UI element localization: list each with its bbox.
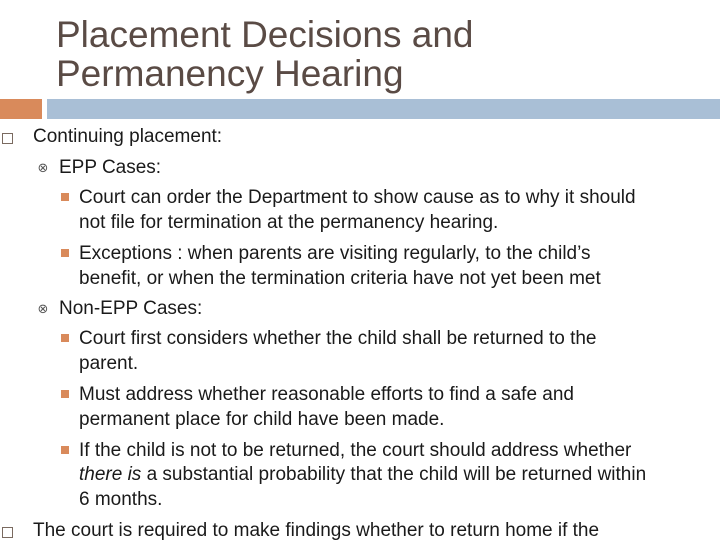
epp-item-2-line-1: Exceptions : when parents are visiting regularly, to the child’s [79, 243, 591, 264]
accent-bar-blue [47, 99, 720, 119]
non-epp-item-3-line-3: 6 months. [79, 489, 163, 510]
filled-square-bullet-icon [61, 446, 69, 454]
non-epp-item-1-line-2: parent. [79, 353, 139, 374]
filled-square-bullet-icon [61, 193, 69, 201]
filled-square-bullet-icon [61, 249, 69, 257]
line-2-rest: a substantial probability that the child will be returned within [141, 464, 647, 485]
non-epp-item-2-line-1: Must address whether reasonable efforts to find a safe and [79, 384, 575, 405]
non-epp-item-3-line-2 [79, 463, 646, 487]
filled-square-bullet-icon [61, 390, 69, 398]
filled-square-bullet-icon [61, 334, 69, 342]
non-epp-item-1-line-1: Court first considers whether the child shall be returned to the [79, 328, 597, 349]
circled-x-bullet-icon: ⊗ [37, 301, 49, 316]
slide-title [56, 15, 474, 93]
epp-item-2-line-2: benefit, or when the termination criteria have not yet been met [79, 268, 601, 289]
italic-phrase: there is [79, 464, 142, 485]
accent-bar-orange [0, 99, 42, 119]
bullet-epp-cases: EPP Cases: [59, 157, 162, 178]
square-bullet-icon [2, 527, 13, 538]
non-epp-item-2-line-2: permanent place for child have been made. [79, 409, 445, 430]
title-line-1: Placement Decisions and [56, 14, 474, 55]
title-line-2: Permanency Hearing [56, 53, 404, 94]
non-epp-item-3-line-1: If the child is not to be returned, the court should address whether [79, 440, 632, 461]
bullet-non-epp-cases: Non-EPP Cases: [59, 298, 203, 319]
epp-item-1-line-1: Court can order the Department to show cause as to why it should [79, 187, 636, 208]
bullet-court-findings: The court is required to make findings whether to return home if the [33, 520, 600, 541]
bullet-continuing-placement: Continuing placement: [33, 126, 223, 147]
epp-item-1-line-2: not file for termination at the permanency hearing. [79, 212, 499, 233]
square-bullet-icon [2, 133, 13, 144]
circled-x-bullet-icon: ⊗ [37, 160, 49, 175]
